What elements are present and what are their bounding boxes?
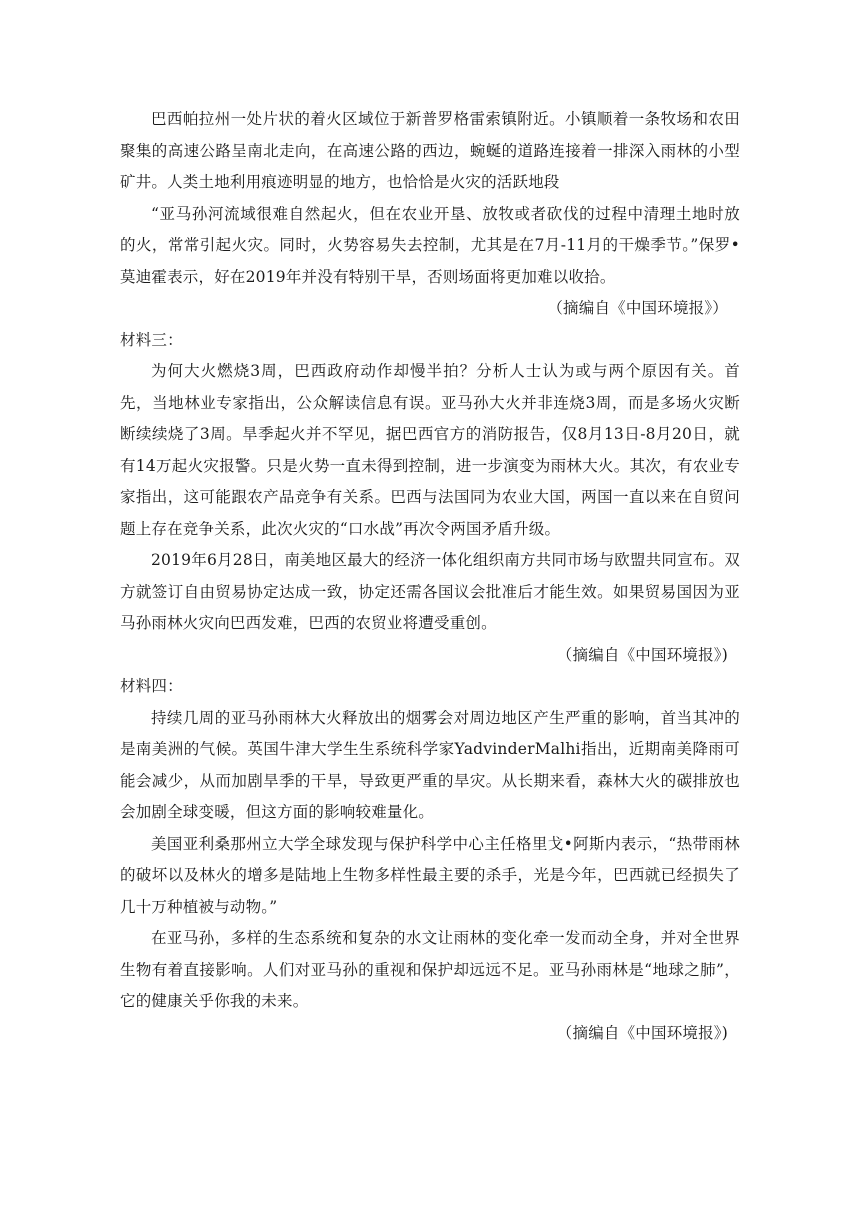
article-body xyxy=(120,104,740,1049)
source-citation: （摘编自《中国环境报》） xyxy=(547,299,728,317)
paragraph-lungs-of-earth: 在亚马孙，多样的生态系统和复杂的水文让雨林的变化牵一发而动全身，并对全世界生物有着直接影响。人们对亚马孙的重视和保护却远远不足。亚马孙雨林是“地球之肺”，它的健康关乎你我的未来。 xyxy=(120,929,740,1010)
paragraph-trade-agreement: 2019年6月28日，南美地区最大的经济一体化组织南方共同市场与欧盟共同宣布。双方就签订自由贸易协定达成一致，协定还需各国议会批准后才能生效。如果贸易国因为亚马孙雨林火灾向巴西发难，巴西的农贸业将遭受重创。 xyxy=(120,551,740,632)
material-three-heading: 材料三： xyxy=(120,330,183,349)
source-citation: （摘编自《中国环境报》) xyxy=(556,645,728,664)
paragraph-government-response: 为何大火燃烧3周，巴西政府动作却慢半拍？分析人士认为或与两个原因有关。首先，当地林业专家指出，公众解读信息有误。亚马孙大火并非连烧3周，而是多场火灾断断续续烧了3周。旱季起火并不罕见，据巴西官方的消防报告，仅8月13日-8月20日，就有14万起火灾报警。只是火势一直未得到控制，进一步演变为雨林大火。其次，有农业专家指出，这可能跟农产品竞争有关系。巴西与法国同为农业大国，两国一直以来在自贸问题上存在竞争关系，此次火灾的“口水战”再次令两国矛盾升级。 xyxy=(120,362,740,538)
material-four-heading: 材料四： xyxy=(120,677,183,695)
source-citation: （摘编自《中国环境报》) xyxy=(556,1023,728,1042)
paragraph-biodiversity-quote: 美国亚利桑那州立大学全球发现与保护科学中心主任格里戈•阿斯内表示，“热带雨林的破坏以及林火的增多是陆地上生物多样性最主要的杀手，光是今年，巴西就已经损失了几十万种植被与动物。” xyxy=(120,834,740,916)
paragraph-fire-location: 巴西帕拉州一处片状的着火区域位于新普罗格雷索镇附近。小镇顺着一条牧场和农田聚集的高速公路呈南北走向，在高速公路的西边，蜿蜒的道路连接着一排深入雨林的小型矿井。人类土地利用痕迹明显的地方，也恰恰是火灾的活跃地段 xyxy=(120,110,740,191)
paragraph-fire-cause-quote: “亚马孙河流域很难自然起火，但在农业开垦、放牧或者砍伐的过程中清理土地时放的火，常常引起火灾。同时，火势容易失去控制，尤其是在7月-11月的干燥季节。”保罗•莫迪霍表示，好在2019年并没有特别干旱，否则场面将更加难以收拾。 xyxy=(120,204,740,286)
paragraph-climate-impact: 持续几周的亚马孙雨林大火释放出的烟雾会对周边地区产生严重的影响，首当其冲的是南美洲的气候。英国牛津大学生生系统科学家YadvinderMalhi指出，近期南美降雨可能会减少，从而加剧旱季的干旱，导致更严重的旱灾。从长期来看，森林大火的碳排放也会加剧全球变暖，但这方面的影响较难量化。 xyxy=(120,708,740,821)
